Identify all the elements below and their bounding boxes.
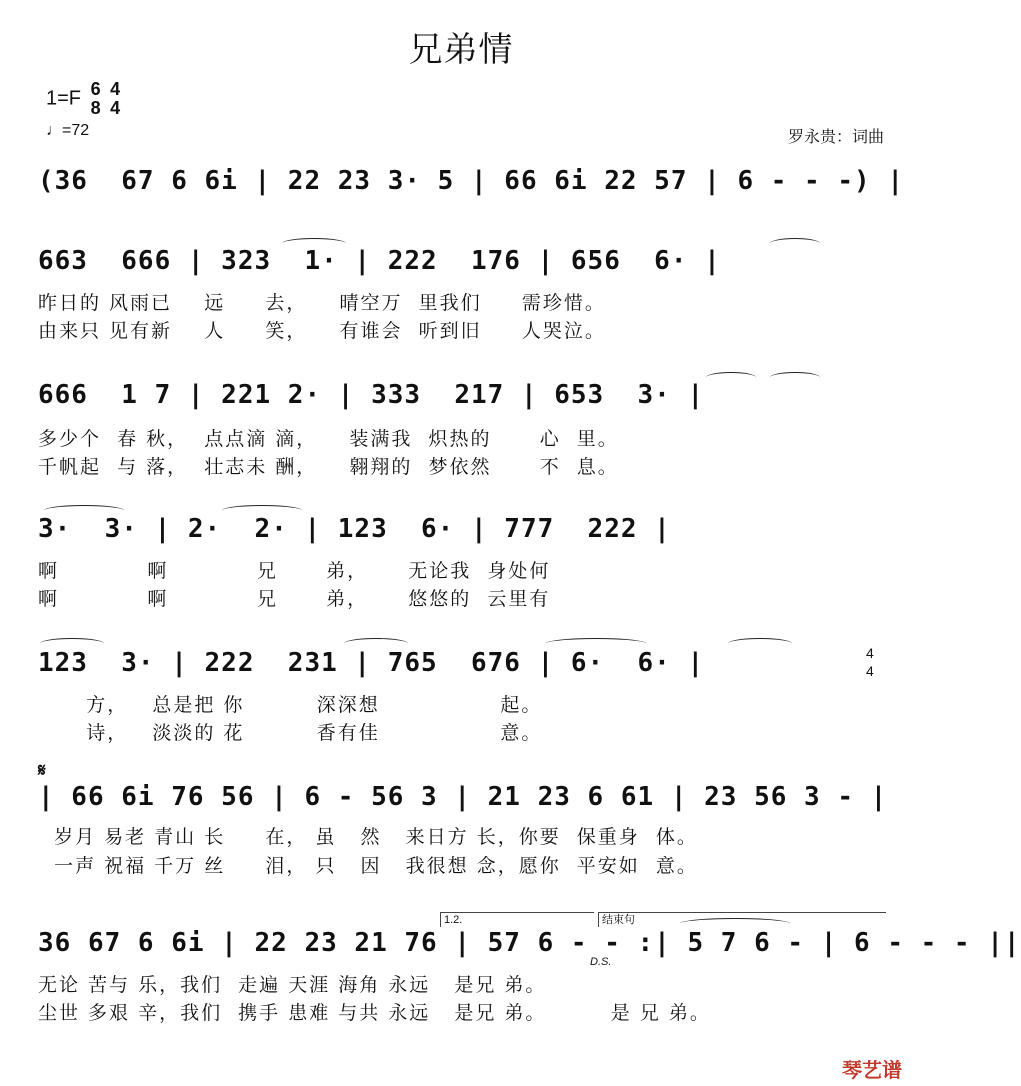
slur-mark [770,238,820,249]
slur-mark [44,505,124,516]
time-signature-6-8: 6 8 [90,79,101,118]
composer-credit: 罗永贵：词曲 [788,129,885,146]
watermark-logo: 琴艺谱 [842,1060,902,1082]
song-title: 兄弟情 [408,30,514,70]
score-row-3: 3· 3· | 2· 2· | 123 6· | 777 222 | [38,514,671,544]
lyric-line-3b: 啊 啊 兄 弟， 悠悠的 云里有 [38,588,551,610]
time-signature-change: 4 4 [866,645,874,679]
score-row-5: | 66 6i 76 56 | 6 - 56 3 | 21 23 6 61 | 23 56 3 - | [38,782,888,812]
lyric-line-6b: 尘世 多艰 辛，我们 携手 患难 与共 永远 是兄 弟。 是 兄 弟。 [38,1002,711,1024]
slur-mark [706,372,756,383]
time-signature-4-4: 4 4 [110,79,121,118]
score-row-intro: (36 67 6 6i | 22 23 3· 5 | 66 6i 22 57 | 6 - - -) | [38,166,904,196]
lyric-line-5a: 岁月 易老 青山 长 在， 虽 然 来日方 长，你要 保重身 体。 [38,826,698,848]
key-signature [46,80,120,118]
score-row-6: 36 67 6 6i | 22 23 21 76 | 57 6 - - :| 5 7 6 - | 6 - - - || [38,928,1021,958]
slur-mark [770,372,820,383]
lyric-line-5b: 一声 祝福 千万 丝 泪， 只 因 我很想 念，愿你 平安如 意。 [38,855,698,877]
volta-bracket-ending: 结束句 [598,912,886,927]
key-prefix: 1=F [46,87,82,110]
volta-bracket-1: 1.2. [440,912,594,927]
lyric-line-1b: 由来只 见有新 人 笑， 有谁会 听到旧 人哭泣。 [38,320,606,342]
slur-mark [222,505,302,516]
dal-segno-marking: D.S. [590,956,612,968]
lyric-line-6a: 无论 苦与 乐，我们 走遍 天涯 海角 永远 是兄 弟。 [38,974,547,996]
slur-mark [344,638,408,649]
lyric-line-1a: 昨日的 风雨已 远 去， 晴空万 里我们 需珍惜。 [38,292,606,314]
slur-mark [40,638,104,649]
score-row-1: 663 666 | 323 1· | 222 176 | 656 6· | [38,246,721,276]
lyric-line-4a: 方， 总是把 你 深深想 起。 [38,694,543,716]
slur-mark [546,638,646,649]
score-row-4: 123 3· | 222 231 | 765 676 | 6· 6· | [38,648,705,678]
lyric-line-2b: 千帆起 与 落， 壮志未 酬， 翱翔的 梦依然 不 息。 [38,456,619,478]
score-row-2: 666 1 7 | 221 2· | 333 217 | 653 3· | [38,380,705,410]
lyric-line-3a: 啊 啊 兄 弟， 无论我 身处何 [38,560,551,582]
slur-mark [282,238,346,249]
slur-mark [728,638,792,649]
lyric-line-2a: 多少个 春 秋， 点点滴 滴， 装满我 炽热的 心 里。 [38,428,619,450]
segno-sign: 𝄋 [38,760,46,780]
tempo-marking: ♩=72 [46,122,90,139]
lyric-line-4b: 诗， 淡淡的 花 香有佳 意。 [38,722,543,744]
slur-mark [680,918,790,929]
